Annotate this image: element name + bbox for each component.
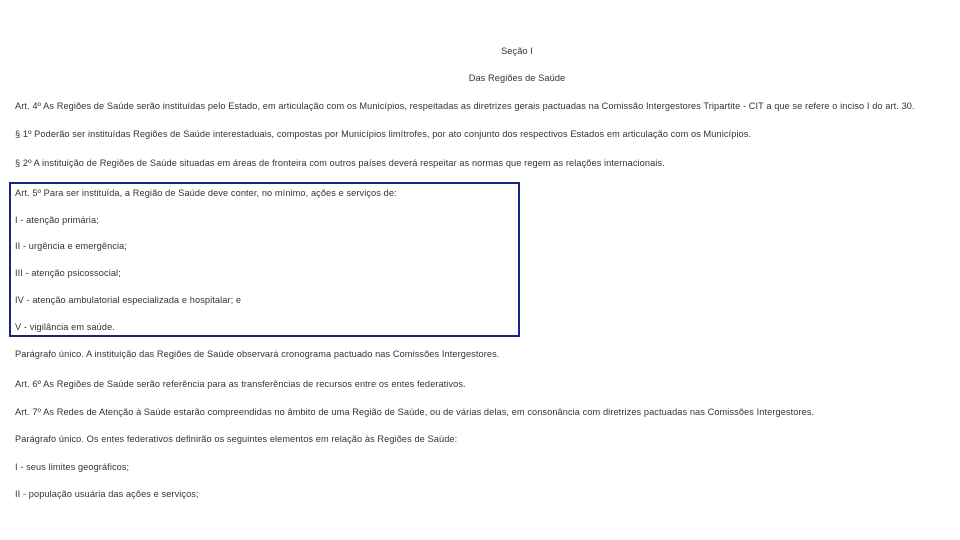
article-7-sole-paragraph: Parágrafo único. Os entes federativos definirão os seguintes elementos em relação às Regiões de Saúde: — [15, 434, 458, 444]
article-5-item-iv: IV - atenção ambulatorial especializada e hospitalar; e — [15, 295, 242, 305]
article-5: Art. 5º Para ser instituída, a Região de Saúde deve conter, no mínimo, ações e serviços de: — [15, 188, 397, 198]
article-5-item-i: I - atenção primária; — [15, 215, 99, 225]
article-4: Art. 4º As Regiões de Saúde serão instituídas pelo Estado, em articulação com os Municípios, respeitadas as diretrizes gerais pactuadas na Comissão Intergestores Tripartite - CIT a que se refere o inciso I do art. 30. — [15, 101, 915, 111]
article-5-item-iii: III - atenção psicossocial; — [15, 268, 121, 278]
article-5-sole-paragraph: Parágrafo único. A instituição das Regiões de Saúde observará cronograma pactuado nas Comissões Intergestores. — [15, 349, 500, 359]
article-7: Art. 7º As Redes de Atenção à Saúde estarão compreendidas no âmbito de uma Região de Saúde, ou de várias delas, em consonância com diretrizes pactuadas nas Comissões Intergestores. — [15, 407, 815, 417]
section-subtitle: Das Regiões de Saúde — [468, 73, 566, 83]
section-title: Seção I — [501, 46, 533, 56]
article-5-item-v: V - vigilância em saúde. — [15, 322, 115, 332]
article-4-paragraph-1: § 1º Poderão ser instituídas Regiões de Saúde interestaduais, compostas por Municípios limítrofes, por ato conjunto dos respectivos Estados em articulação com os Municípios. — [15, 129, 752, 139]
article-5-item-ii: II - urgência e emergência; — [15, 241, 127, 251]
highlight-box — [9, 182, 520, 337]
article-6: Art. 6º As Regiões de Saúde serão referência para as transferências de recursos entre os entes federativos. — [15, 379, 466, 389]
article-7-item-i: I - seus limites geográficos; — [15, 462, 130, 472]
article-4-paragraph-2: § 2º A instituição de Regiões de Saúde situadas em áreas de fronteira com outros países deverá respeitar as normas que regem as relações internacionais. — [15, 158, 665, 168]
article-7-item-ii: II - população usuária das ações e serviços; — [15, 489, 199, 499]
